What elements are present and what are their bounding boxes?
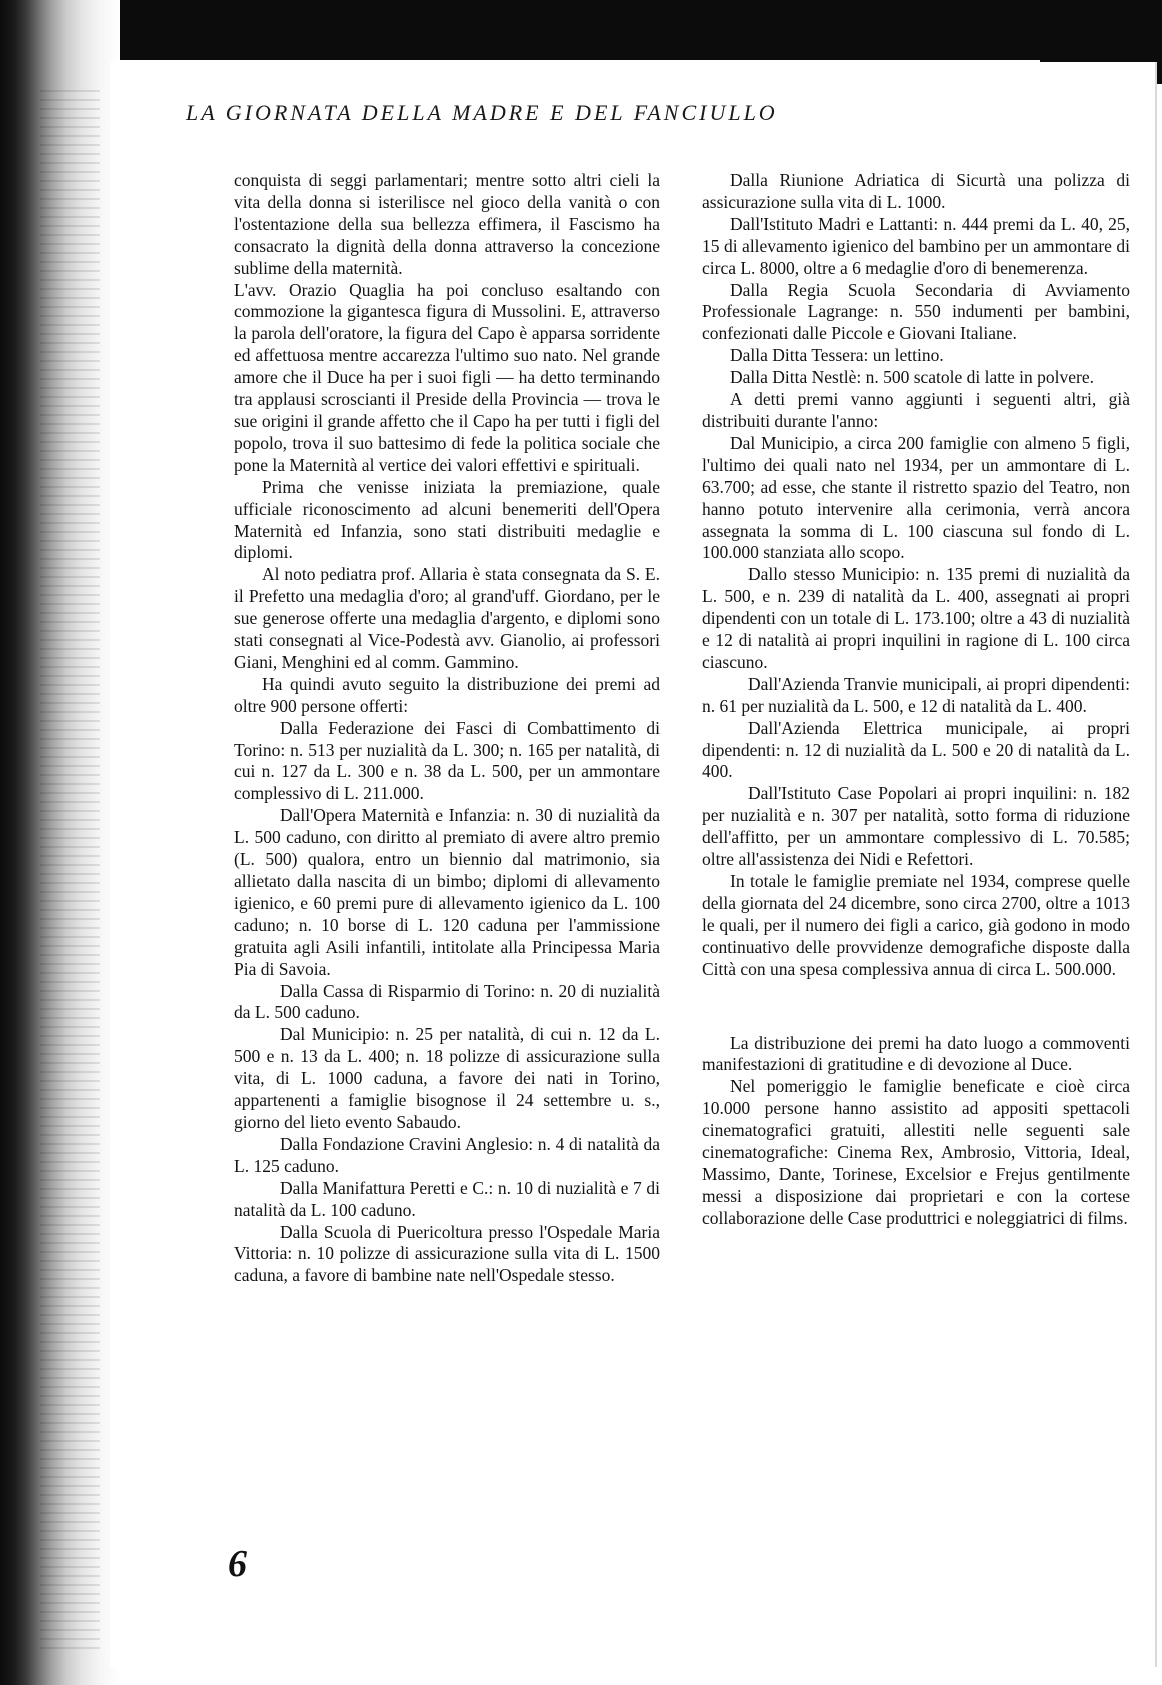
prize-paragraph: Dallo stesso Municipio: n. 135 premi di nuzialità da L. 500, e n. 239 di natalità da L. 400, assegnati ai propri dipendenti con un totale di L. 173.100; oltre a 43 di nuzialità e 12 di natalità ai propri inquilini in ragione di L. 100 circa ciascuno. bbox=[702, 564, 1130, 672]
page-number: 6 bbox=[228, 1543, 247, 1585]
left-column bbox=[234, 170, 660, 1287]
paragraph: conquista di seggi parlamentari; mentre sotto altri cieli la vita della donna si isterilisce nel gioco della vanità o con l'ostentazione della sua bellezza effimera, il Fascismo ha consacrato la dignità della donna attraverso la concezione sublime della maternità. bbox=[234, 170, 660, 278]
prize-paragraph: Dalla Cassa di Risparmio di Torino: n. 20 di nuzialità da L. 500 caduno. bbox=[234, 980, 660, 1023]
prize-paragraph: Dall'Istituto Case Popolari ai propri inquilini: n. 182 per nuzialità e n. 307 per natalità, sotto forma di riduzione dell'affitto, per un ammontare complessivo di L. 70.585; oltre all'assistenza dei Nidi e Refettori. bbox=[702, 783, 1130, 870]
right-column bbox=[702, 170, 1130, 1230]
prize-paragraph: Dalla Fondazione Cravini Anglesio: n. 4 di natalità da L. 125 caduno. bbox=[234, 1133, 660, 1176]
paragraph: Prima che venisse iniziata la premiazione, quale ufficiale riconoscimento ad alcuni benemeriti dell'Opera Maternità ed Infanzia, sono stati distribuiti medaglie e diplomi. bbox=[234, 476, 660, 563]
prize-paragraph: Dall'Opera Maternità e Infanzia: n. 30 di nuzialità da L. 500 caduno, con diritto al premiato di avere altro premio (L. 500) qualora, entro un biennio dal matrimonio, sia allietato dalla nascita di un bimbo; diplomi di allevamento igienico, e 60 premi pure di allevamento igienico da L. 100 caduno; n. 10 borse di L. 120 caduna per l'ammissione gratuita agli Asili infantili, intitolate alla Principessa Maria Pia di Savoia. bbox=[234, 805, 660, 979]
spine-page-edges bbox=[40, 90, 100, 1650]
prize-paragraph: Dalla Federazione dei Fasci di Combattimento di Torino: n. 513 per nuzialità da L. 300; n. 165 per natalità, di cui n. 127 da L. 300 e n. 38 da L. 500, per un ammontare complessivo di L. 211.000. bbox=[234, 717, 660, 804]
paragraph: Al noto pediatra prof. Allaria è stata consegnata da S. E. il Prefetto una medaglia d'oro; al grand'uff. Giordano, per le sue generose offerte una medaglia d'argento, e diplomi sono stati consegnati al Vice-Podestà avv. Gianolio, ai professori Giani, Menghini ed al comm. Gammino. bbox=[234, 564, 660, 672]
scan-border-top bbox=[0, 0, 1162, 60]
paragraph: La distribuzione dei premi ha dato luogo a commoventi manifestazioni di gratitudine e di devozione al Duce. bbox=[702, 1032, 1130, 1075]
paragraph: L'avv. Orazio Quaglia ha poi concluso esaltando con commozione la gigantesca figura di Mussolini. E, attraverso la parola dell'oratore, la figura del Capo è apparsa sorridente ed affettuosa mentre accarezza l'ultimo suo nato. Nel grande amore che il Duce ha per i suoi figli — ha detto terminando tra applausi scroscianti il Preside della Provincia — trova le sue origini il grande affetto che il Capo ha per tutti i figli del popolo, trova il suo battesimo di fede la politica sociale che pone la Maternità al vertice dei valori effettivi e spirituali. bbox=[234, 279, 660, 475]
prize-paragraph: Dalla Riunione Adriatica di Sicurtà una polizza di assicurazione sulla vita di L. 1000. bbox=[702, 170, 1130, 212]
paragraph: Ha quindi avuto seguito la distribuzione dei premi ad oltre 900 persone offerti: bbox=[234, 673, 660, 716]
paragraph: A detti premi vanno aggiunti i seguenti altri, già distribuiti durante l'anno: bbox=[702, 389, 1130, 431]
summary-paragraph: In totale le famiglie premiate nel 1934, comprese quelle della giornata del 24 dicembre, sono circa 2700, oltre a 1013 le quali, per il numero dei figli a carico, già godono in modo continuativo delle provvidenze demografiche disposte dalla Città con una spesa complessiva annua di circa L. 500.000. bbox=[702, 871, 1130, 979]
prize-paragraph: Dal Municipio, a circa 200 famiglie con almeno 5 figli, l'ultimo dei quali nato nel 1934, per un ammontare di L. 63.700; ad esse, che stante il ristretto spazio del Teatro, non hanno potuto intervenire alla cerimonia, verrà ancora assegnata la somma di L. 100 ciascuna sul fondo di L. 100.000 stanziata allo scopo. bbox=[702, 432, 1130, 563]
prize-paragraph: Dalla Ditta Nestlè: n. 500 scatole di latte in polvere. bbox=[730, 367, 1094, 388]
prize-paragraph: Dalla Manifattura Peretti e C.: n. 10 di nuzialità e 7 di natalità da L. 100 caduno. bbox=[234, 1177, 660, 1220]
prize-paragraph: Dalla Regia Scuola Secondaria di Avviamento Professionale Lagrange: n. 550 indumenti per bambini, confezionati dalle Piccole e Giovani Italiane. bbox=[702, 279, 1130, 344]
prize-paragraph: Dall'Azienda Tranvie municipali, ai propri dipendenti: n. 61 per nuzialità da L. 500, e 12 di natalità da L. 400. bbox=[702, 673, 1130, 716]
prize-paragraph: Dalla Scuola di Puericoltura presso l'Ospedale Maria Vittoria: n. 10 polizze di assicurazione sulla vita di L. 1500 caduna, a favore di bambine nate nell'Ospedale stesso. bbox=[234, 1221, 660, 1286]
prize-paragraph: Dalla Ditta Tessera: un lettino. bbox=[730, 345, 944, 366]
prize-paragraph: Dall'Istituto Madri e Lattanti: n. 444 premi da L. 40, 25, 15 di allevamento igienico del bambino per un ammontare di circa L. 8000, oltre a 6 medaglie d'oro di benemerenza. bbox=[702, 213, 1130, 278]
prize-paragraph: Dall'Azienda Elettrica municipale, ai propri dipendenti: n. 12 di nuzialità da L. 500 e 20 di natalità da L. 400. bbox=[702, 717, 1130, 782]
paragraph: Nel pomeriggio le famiglie beneficate e cioè circa 10.000 persone hanno assistito ad appositi spettacoli cinematografici gratuiti, allestiti nelle seguenti sale cinematografiche: Cinema Rex, Ambrosio, Vittoria, Ideal, Massimo, Dante, Torinese, Excelsior e Frejus gentilmente messi a disposizione dai proprietari e con la cortese collaborazione delle Case produttrici e noleggiatrici di films. bbox=[702, 1076, 1130, 1228]
prize-paragraph: Dal Municipio: n. 25 per natalità, di cui n. 12 da L. 500 e n. 13 da L. 400; n. 18 polizze di assicurazione sulla vita, di L. 1000 caduna, a favore dei nati in Torino, appartenenti a famiglie bisognose il 24 settembre u. s., giorno del lieto evento Sabaudo. bbox=[234, 1024, 660, 1132]
running-head: LA GIORNATA DELLA MADRE E DEL FANCIULLO bbox=[186, 100, 778, 125]
